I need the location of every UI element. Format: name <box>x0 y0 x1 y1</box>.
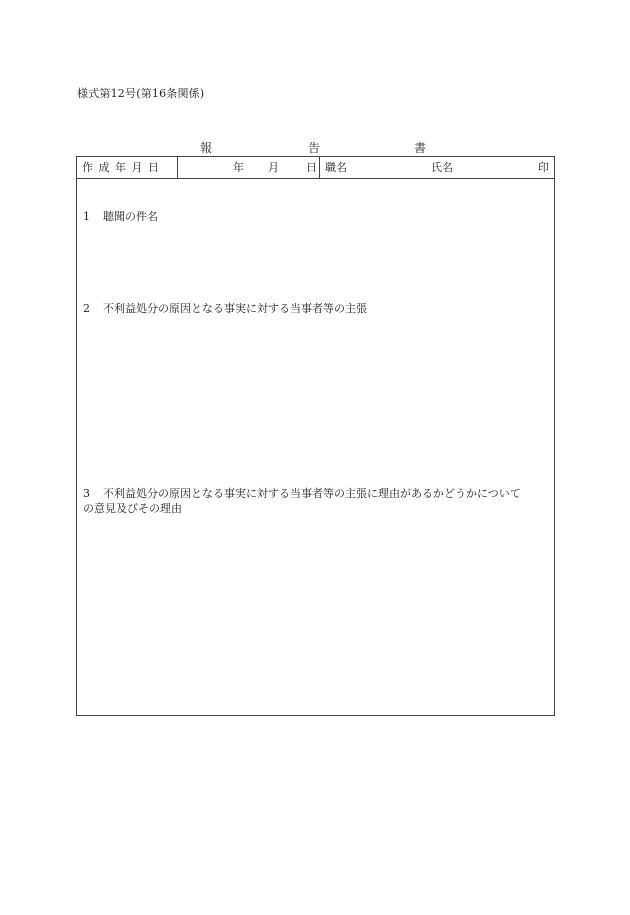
section-hearing-subject[interactable] <box>83 209 551 224</box>
title-char-2: 告 <box>308 141 321 155</box>
section-heading-continued: の意見及びその理由 <box>83 502 182 515</box>
section-opinion-reasons[interactable] <box>83 486 551 516</box>
header-row <box>77 157 554 179</box>
section-heading: 聴聞の件名 <box>103 210 158 223</box>
title-char-3: 書 <box>414 141 427 155</box>
section-heading: 不利益処分の原因となる事実に対する当事者等の主張 <box>103 302 367 315</box>
name-label: 氏名 <box>431 161 453 174</box>
section-heading: 不利益処分の原因となる事実に対する当事者等の主張に理由があるかどうかについて <box>103 487 521 500</box>
day-label: 日 <box>306 161 317 174</box>
title-char-1: 報 <box>200 141 213 155</box>
section-number: 3 <box>83 487 90 500</box>
report-form-frame <box>76 156 555 716</box>
creation-date-field[interactable] <box>178 157 320 178</box>
document-title <box>200 139 440 155</box>
section-number: 1 <box>83 210 90 223</box>
year-label: 年 <box>233 161 244 174</box>
creation-date-label: 作成年月日 <box>77 157 178 178</box>
section-number: 2 <box>83 302 90 315</box>
section-party-claims[interactable] <box>83 301 551 316</box>
form-number: 様式第12号(第16条関係) <box>77 87 205 100</box>
position-label: 職名 <box>325 161 347 174</box>
month-label: 月 <box>268 161 279 174</box>
seal-label: 印 <box>538 161 549 174</box>
signature-field[interactable] <box>320 157 554 178</box>
